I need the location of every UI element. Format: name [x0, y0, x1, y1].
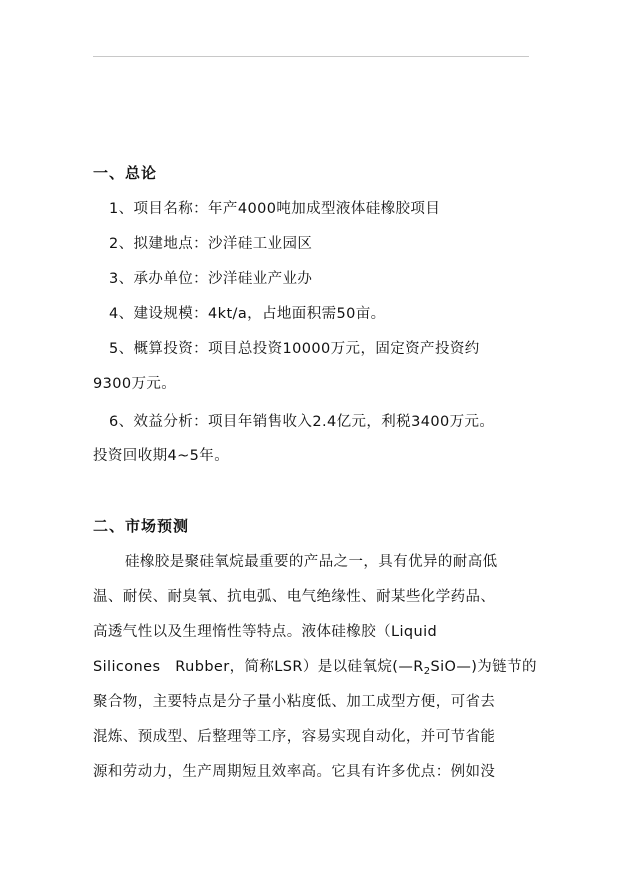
market-line-5: 聚合物，主要特点是分子量小粘度低、加工成型方便，可省去 [93, 694, 496, 710]
market-line-2: 温、耐侯、耐臭氧、抗电弧、电气绝缘性、耐某些化学药品、 [93, 589, 496, 605]
lsr-text-start: Silicones Rubber，简称LSR）是以硅氧烷(—R [93, 659, 424, 675]
market-line-4 [93, 657, 537, 682]
overview-item-4: 4、建设规模：4kt/a，占地面积需50亩。 [109, 306, 386, 322]
market-line-6: 混炼、预成型、后整理等工序，容易实现自动化，并可节省能 [93, 729, 496, 745]
overview-item-2: 2、拟建地点：沙洋硅工业园区 [109, 236, 313, 252]
market-line-7: 源和劳动力，生产周期短且效率高。它具有许多优点：例如没 [93, 764, 496, 780]
section-heading-market: 二、市场预测 [93, 517, 190, 535]
lsr-text-end: SiO—)为链节的 [430, 659, 537, 675]
overview-item-5: 5、概算投资：项目总投资10000万元，固定资产投资约 [109, 341, 480, 357]
overview-item-6: 6、效益分析：项目年销售收入2.4亿元，利税3400万元。 [109, 414, 495, 430]
overview-item-5-cont: 9300万元。 [93, 376, 177, 392]
overview-item-1: 1、项目名称：年产4000吨加成型液体硅橡胶项目 [109, 201, 441, 217]
market-line-3: 高透气性以及生理惰性等特点。液体硅橡胶（Liquid [93, 624, 438, 640]
market-line-1: 硅橡胶是聚硅氧烷最重要的产品之一，具有优异的耐高低 [125, 554, 498, 570]
section-heading-overview: 一、总论 [93, 164, 158, 182]
overview-item-3: 3、承办单位：沙洋硅业产业办 [109, 271, 313, 287]
lsr-subscript: 2 [423, 666, 431, 677]
header-rule [93, 56, 529, 57]
overview-item-6-cont: 投资回收期4~5年。 [93, 448, 230, 464]
